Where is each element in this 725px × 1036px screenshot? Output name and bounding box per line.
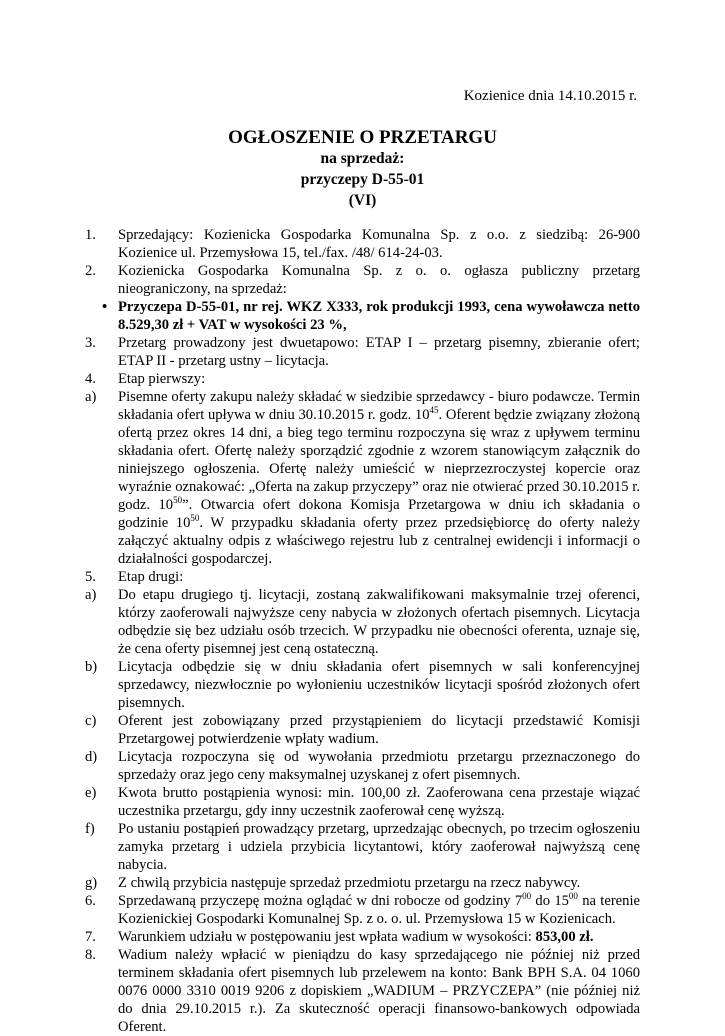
list-item-announcement [85,262,640,298]
announcement-body [85,226,640,1036]
list-item-qualification [85,586,640,658]
item-text: Licytacja rozpoczyna się od wywołania przedmiotu przetargu przeznaczonego do sprzedaży oraz jego ceny maksymalnej uzyskanej z ofert pisemnych. [118,749,640,783]
item-text: Etap pierwszy: [118,371,206,387]
item-letter: d) [85,749,98,765]
item-number: 2. [85,263,96,279]
item-text: Etap drugi: [118,569,184,585]
item-letter: e) [85,785,97,801]
document-subtitle-number: (VI) [348,192,377,209]
item-number: 7. [85,929,96,945]
list-item-auction-close [85,820,640,874]
document-subtitle-item: przyczepy D-55-01 [300,171,425,188]
item-number: 6. [85,893,96,909]
item-text: Sprzedawaną przyczepę można oglądać w dni robocze od godziny $7^{00}$ do $15^{00}$ na terenie Kozienickiej Gospodarki Komunalnej Sp. z o. o. ul. Przemysłowa 15 w Kozienicach. [118,891,640,927]
item-number: 1. [85,227,96,243]
item-letter: a) [85,389,97,405]
item-text: Kwota brutto postąpienia wynosi: min. 100,00 zł. Zaoferowana cena przestaje wiązać uczestnika przetargu, gdy inny uczestnik zaoferował cenę wyższą. [118,785,640,819]
item-text: Przetarg prowadzony jest dwuetapowo: ETAP I – przetarg pisemny, zbieranie ofert; ETAP II - przetarg ustny – licytacja. [118,335,640,369]
item-text: Warunkiem udziału w postępowaniu jest wpłata wadium w wysokości: 853,00 zł. [118,929,594,945]
item-text: Po ustaniu postąpień prowadzący przetarg, uprzedzając obecnych, po trzecim ogłoszeniu zamyka przetarg i udziela przybicia licytantowi, który zaoferował najwyższą cenę nabycia. [118,821,640,873]
item-letter: b) [85,659,98,675]
item-number: 3. [85,335,96,351]
bullet-item-trailer [85,298,640,334]
list-item-bid-increment [85,784,640,820]
item-text: Z chwilą przybicia następuje sprzedaż przedmiotu przetargu na rzecz nabywcy. [118,875,581,891]
item-letter: a) [85,587,97,603]
list-item-deposit-payment [85,946,640,1036]
item-text: Sprzedający: Kozienicka Gospodarka Komunalna Sp. z o.o. z siedzibą: 26-900 Kozienice ul. Przemysłowa 15, tel./fax. /48/ 614-24-03. [118,227,640,261]
deposit-amount: 853,00 zł. [535,929,594,945]
item-text: Kozienicka Gospodarka Komunalna Sp. z o. o. ogłasza publiczny przetarg nieograniczony, na sprzedaż: [118,263,640,297]
item-text: Pisemne oferty zakupu należy składać w siedzibie sprzedawcy - biuro podawcze. Termin składania ofert upływa w dniu 30.10.2015 r. godz. $10^{45}$. Oferent będzie związany złożoną ofertą przez okres 14 dni, a bieg tego terminu rozpoczyna się wraz z upływem terminu składania ofert. Ofertę należy sporządzić zgodnie z wzorem stanowiącym załącznik do niniejszego ogłoszenia. Ofertę należy umieścić w nieprzezroczystej kopercie oraz wyraźnie oznakować: „Oferta na zakup przyczepy” oraz nie otwierać przed 30.10.2015 r. godz. $10^{50}$”. Otwarcia ofert dokona Komisja Przetargowa w dniu ich składania o godzinie $10^{50}$. W przypadku składania oferty przez przedsiębiorcę do oferty należy załączyć aktualny odpis z właściwego rejestru lub z centralnej ewidencji i informacji o działalności gospodarczej. [118,389,640,567]
list-item-auction-start [85,748,640,784]
item-number: 8. [85,947,96,963]
item-letter: g) [85,875,98,891]
item-number: 4. [85,371,96,387]
item-text: Licytacja odbędzie się w dniu składania ofert pisemnych w sali konferencyjnej sprzedawcy, niezwłocznie po wyłonieniu uczestników licytacji spośród złożonych ofert pisemnych. [118,659,640,711]
item-number: 5. [85,569,96,585]
list-item-stage-one [85,370,640,388]
item-letter: c) [85,713,97,729]
bullet-text: Przyczepa D-55-01, nr rej. WKZ X333, rok produkcji 1993, cena wywoławcza netto 8.529,30 zł + VAT w wysokości 23 %, [118,299,640,333]
item-text: Do etapu drugiego tj. licytacji, zostaną zakwalifikowani maksymalnie trzej oferenci, którzy zaoferowali najwyższe ceny nabycia w złożonych ofertach pisemnych. Licytacja odbędzie się bez udziału osób trzecich. W przypadku nie obecności oferenta, uznaje się, że cena oferty pisemnej jest ceną ostateczną. [118,587,640,657]
date-line: Kozienice dnia 14.10.2015 r. [463,88,637,104]
list-item-deposit-amount [85,928,640,946]
bullet-icon: • [102,299,108,315]
list-item-stages [85,334,640,370]
list-item-viewing [85,892,640,928]
list-item-sale [85,874,640,892]
list-item-stage-two [85,568,640,586]
document-subtitle-sale: na sprzedaż: [320,150,405,167]
document-title: OGŁOSZENIE O PRZETARGU [228,127,497,148]
item-letter: f) [85,821,95,837]
list-item-offers [85,388,640,568]
item-text: Oferent jest zobowiązany przed przystąpieniem do licytacji przedstawić Komisji Przetargowej potwierdzenie wpłaty wadium. [118,713,640,747]
list-item-seller [85,226,640,262]
list-item-auction-place [85,658,640,712]
item-text: Wadium należy wpłacić w pieniądzu do kasy sprzedającego nie później niż przed terminem składania ofert pisemnych lub przelewem na konto: Bank BPH S.A. 04 1060 0076 0000 3310 0019 9206 z dopiskiem „WADIUM – PRZYCZEPA” (nie później niż do dnia 29.10.2015 r.). Za skuteczność operacji finansowo-bankowych odpowiada Oferent. [118,947,640,1035]
list-item-deposit-proof [85,712,640,748]
